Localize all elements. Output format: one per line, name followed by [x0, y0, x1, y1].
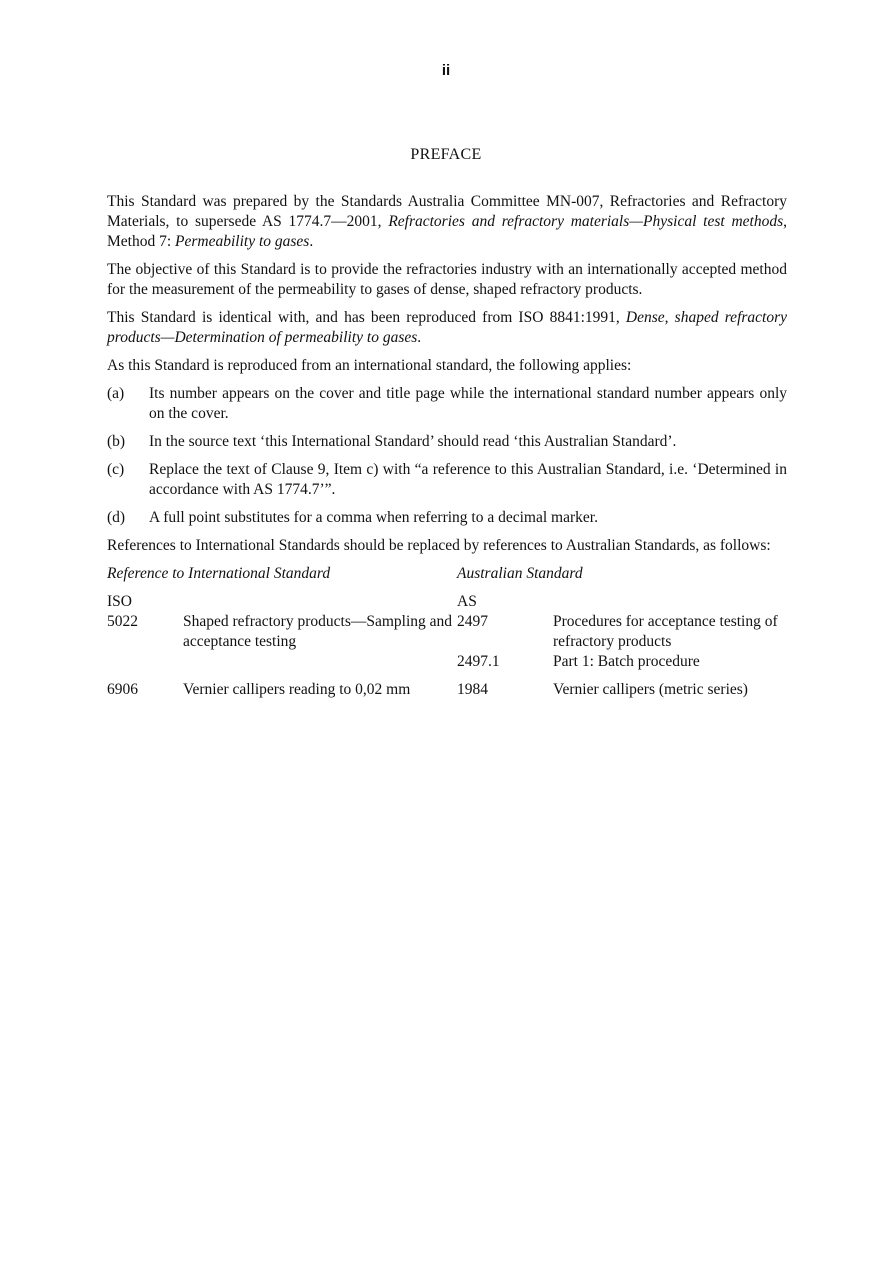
page-number: ii	[441, 62, 451, 79]
iso-title: Shaped refractory products—Sampling and acceptance testing	[183, 613, 453, 650]
as-title: Part 1: Batch procedure	[553, 653, 700, 670]
paragraph-text: This Standard was prepared by the Standards Australia Committee MN-007, Refractories and Refractory Materials, to supersede AS 1774.7—2001,	[107, 193, 787, 230]
iso-title: Vernier callipers reading to 0,02 mm	[183, 681, 411, 698]
list-text: In the source text ‘this International Standard’ should read ‘this Australian Standard’.	[149, 433, 677, 450]
list-label: (d)	[107, 509, 126, 526]
paragraph-references: References to International Standards should be replaced by references to Australian Standards, as follows:	[107, 537, 771, 554]
table-row	[107, 680, 787, 700]
paragraph-committee	[107, 192, 787, 252]
table-row	[107, 652, 787, 672]
iso-subheader: ISO	[107, 593, 132, 610]
iso-number: 6906	[107, 681, 138, 698]
paragraph-text: This Standard is identical with, and has been reproduced from ISO 8841:1991,	[107, 309, 626, 326]
method-title: Permeability to gases	[175, 233, 310, 250]
table-row	[107, 612, 787, 652]
list-label: (a)	[107, 385, 125, 402]
paragraph-text: , Method 7:	[107, 213, 787, 250]
preface-heading: PREFACE	[410, 146, 482, 163]
as-title: Vernier callipers (metric series)	[553, 681, 748, 698]
list-label: (b)	[107, 433, 126, 450]
iso-number	[107, 652, 183, 672]
as-title: Procedures for acceptance testing of refractory products	[553, 613, 778, 650]
list-item	[107, 508, 787, 528]
superseded-title: Refractories and refractory materials—Physical test methods	[388, 213, 784, 230]
paragraph-text: .	[309, 233, 314, 250]
reference-table	[107, 564, 787, 700]
list-text: A full point substitutes for a comma when referring to a decimal marker.	[149, 509, 598, 526]
as-number: 2497.1	[457, 653, 500, 670]
preface-body	[107, 192, 787, 700]
paragraph-applies: As this Standard is reproduced from an international standard, the following applies:	[107, 357, 632, 374]
left-column-header: Reference to International Standard	[107, 565, 331, 582]
reference-subheader-row	[107, 592, 787, 612]
right-column-header: Australian Standard	[457, 565, 583, 582]
iso-number: 5022	[107, 613, 138, 630]
applies-list	[107, 384, 787, 528]
paragraph-objective: The objective of this Standard is to provide the refractories industry with an internationally accepted method for the measurement of the permeability to gases of dense, shaped refractory products.	[107, 261, 787, 298]
as-number: 1984	[457, 681, 488, 698]
paragraph-text: .	[417, 329, 422, 346]
list-item	[107, 384, 787, 424]
as-subheader: AS	[457, 593, 477, 610]
list-item	[107, 432, 787, 452]
list-text: Its number appears on the cover and title page while the international standard number appears only on the cover.	[149, 385, 787, 422]
as-number: 2497	[457, 613, 488, 630]
paragraph-identical	[107, 308, 787, 348]
reference-header-row	[107, 564, 787, 584]
iso-title	[183, 652, 457, 672]
list-label: (c)	[107, 461, 125, 478]
list-item	[107, 460, 787, 500]
list-text: Replace the text of Clause 9, Item c) with “a reference to this Australian Standard, i.e. ‘Determined in accordance with AS 1774.7’”.	[149, 461, 787, 498]
iso-title: Dense, shaped refractory products—Determination of permeability to gases	[107, 309, 788, 346]
